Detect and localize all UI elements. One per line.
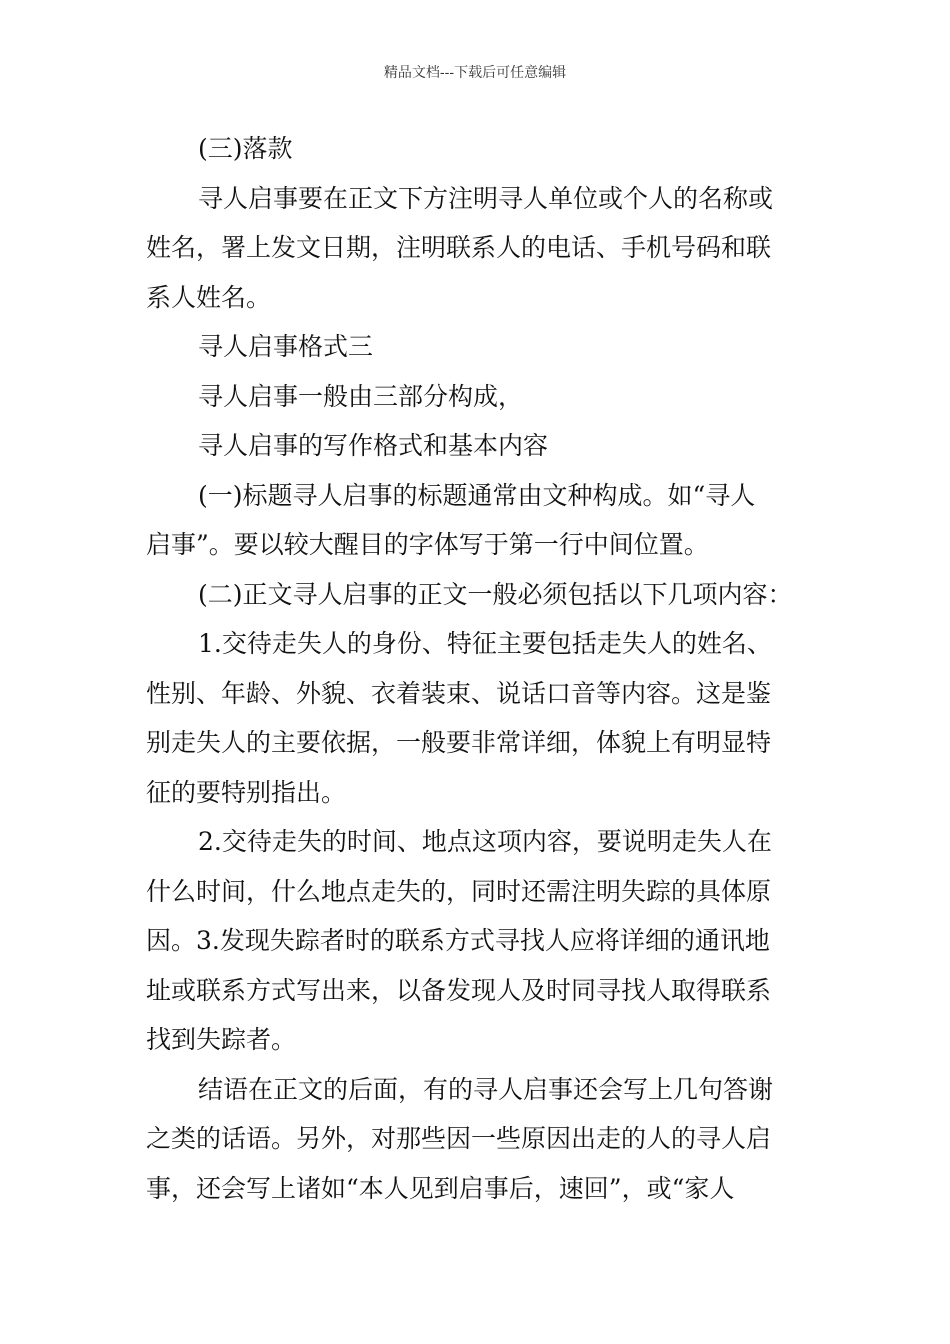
text-line: 找到失踪者。 [146,1025,297,1054]
text-line: 姓名，署上发文日期，注明联系人的电话、手机号码和联 [146,233,772,262]
text-line: 寻人启事一般由三部分构成， [198,381,524,411]
text-line: 事，还会写上诸如“本人见到启事后，速回”，或“家人 [146,1173,735,1203]
text-line: 征的要特别指出。 [146,777,347,807]
text-line: 因。3.发现失踪者时的联系方式寻找人应将详细的通讯地 [146,926,770,955]
text-line: (二)正文寻人启事的正文一般必须包括以下几项内容： [198,579,793,609]
text-line: 2.交待走失的时间、地点这项内容，要说明走失人在 [198,827,772,856]
text-line: 结语在正文的后面，有的寻人启事还会写上几句答谢 [198,1074,774,1104]
text-line: 之类的话语。另外，对那些因一些原因出走的人的寻人启 [146,1124,772,1153]
text-line: (三)落款 [198,134,293,163]
text-line: 1.交待走失人的身份、特征主要包括走失人的姓名、 [198,629,772,658]
text-line: 启事”。要以较大醒目的字体写于第一行中间位置。 [146,530,709,559]
text-line: 系人姓名。 [146,282,272,312]
text-line: (一)标题寻人启事的标题通常由文种构成。如“寻人 [198,480,756,510]
text-line: 址或联系方式写出来，以备发现人及时同寻找人取得联系 [146,975,772,1005]
text-line: 寻人启事的写作格式和基本内容 [198,431,549,460]
text-line: 寻人启事要在正文下方注明寻人单位或个人的名称或 [198,183,774,213]
page-header: 精品文档---下载后可任意编辑 [383,65,567,81]
text-line: 什么时间，什么地点走失的，同时还需注明失踪的具体原 [146,876,772,906]
text-line: 性别、年龄、外貌、衣着装束、说话口音等内容。这是鉴 [146,678,772,708]
document-body [146,124,810,1213]
text-line: 别走失人的主要依据，一般要非常详细，体貌上有明显特 [146,728,772,757]
text-line: 寻人启事格式三 [198,332,374,361]
